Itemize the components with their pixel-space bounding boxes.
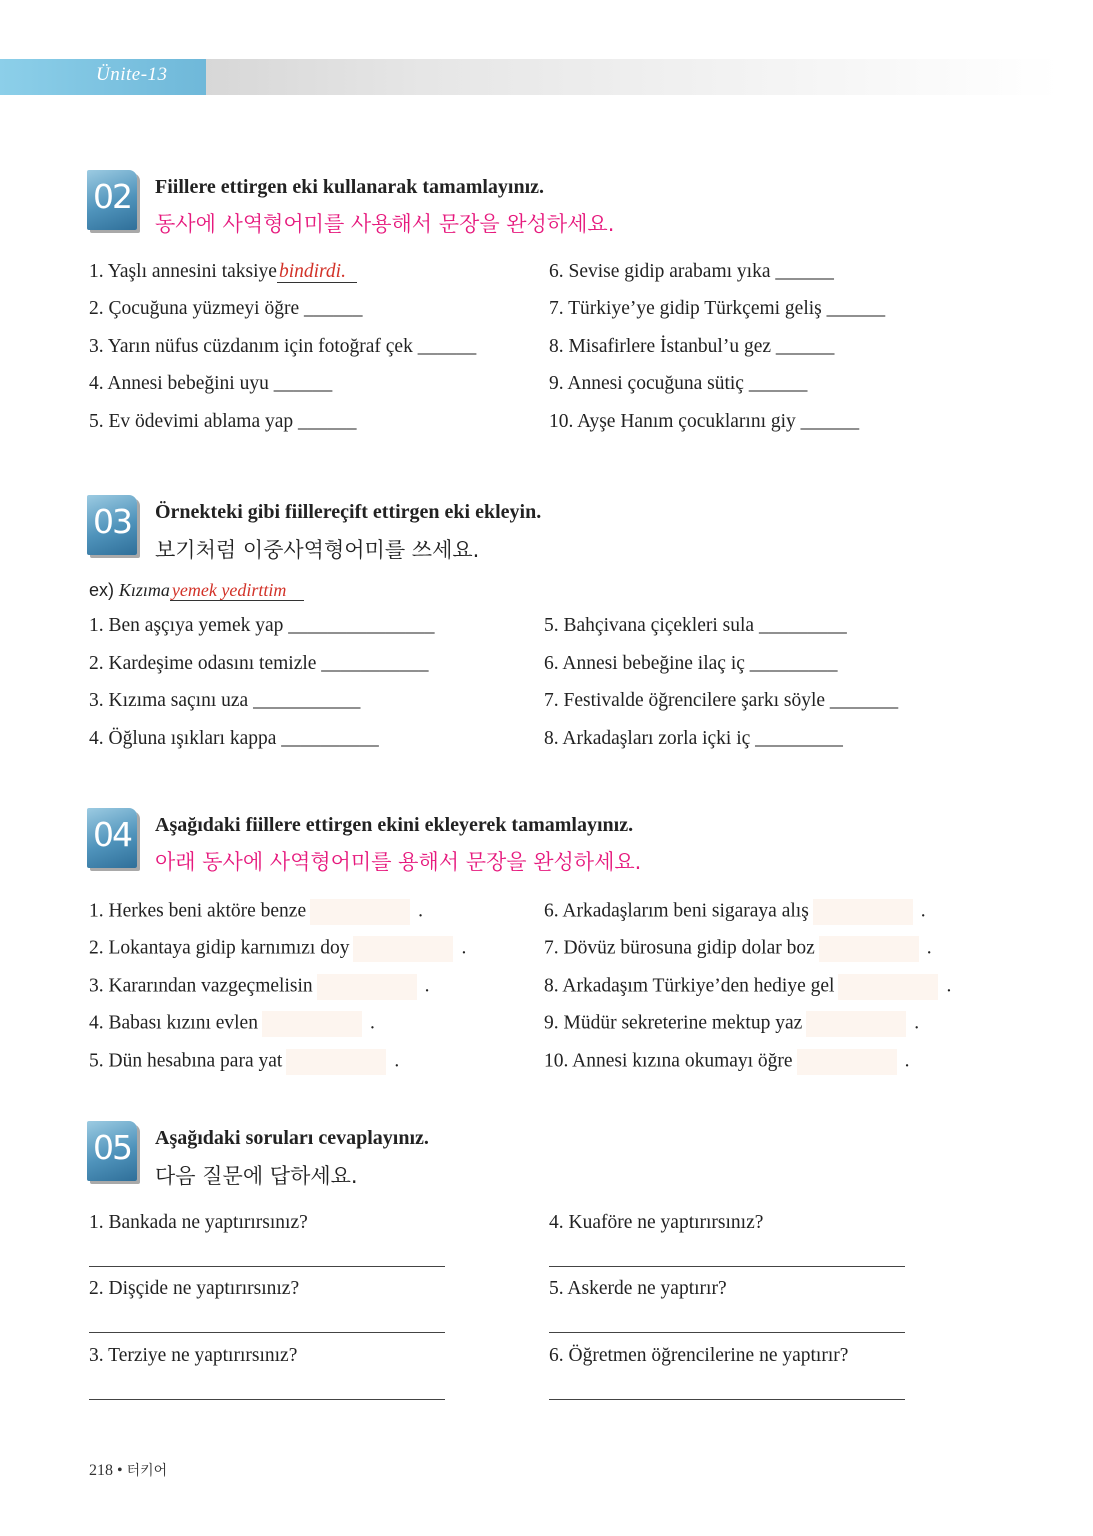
- section-02-badge: 02: [87, 170, 139, 234]
- s03-item-1: 1. Ben aşçıya yemek yap _______________: [89, 615, 435, 636]
- section-03-title-tr: Örnekteki gibi fiillereçift ettirgen eki ekleyin.: [155, 501, 542, 523]
- s04-item-7: 7. Dövüz bürosuna gidip dolar boz .: [544, 936, 932, 962]
- s02-item-5: 5. Ev ödevimi ablama yap ______: [89, 411, 357, 432]
- s02-item-1: 1. Yaşlı annesini taksiye bindirdi.: [89, 261, 357, 283]
- s05-answer-line-4[interactable]: [549, 1266, 905, 1267]
- s04-item-9: 9. Müdür sekreterine mektup yaz .: [544, 1011, 919, 1037]
- s03-item-3: 3. Kızıma saçını uza ___________: [89, 690, 361, 711]
- s02-item-7: 7. Türkiye’ye gidip Türkçemi geliş ______: [549, 298, 886, 319]
- s03-example: [89, 580, 304, 602]
- s05-question-3: 3. Terziye ne yaptırırsınız?: [89, 1345, 298, 1366]
- s03-item-8: 8. Arkadaşları zorla içki iç _________: [544, 728, 843, 749]
- page-number: 218: [89, 1462, 113, 1479]
- s05-question-2: 2. Dişçide ne yaptırırsınız?: [89, 1278, 300, 1299]
- s02-item-1-answer: bindirdi.: [277, 262, 357, 283]
- s05-answer-line-3[interactable]: [89, 1399, 445, 1400]
- s03-example-answer: yemek yedirttim: [170, 580, 304, 601]
- s04-item-3-blank[interactable]: [317, 974, 417, 1000]
- s02-item-10: 10. Ayşe Hanım çocuklarını giy ______: [549, 411, 860, 432]
- s04-item-8: 8. Arkadaşım Türkiye’den hediye gel .: [544, 974, 951, 1000]
- s04-item-1-blank[interactable]: [310, 899, 410, 925]
- section-02-title-tr: Fiillere ettirgen eki kullanarak tamamlayınız.: [155, 176, 545, 198]
- s03-example-label: ex): [89, 580, 115, 600]
- s02-item-8: 8. Misafirlere İstanbul’u gez ______: [549, 336, 835, 357]
- s04-item-1: 1. Herkes beni aktöre benze .: [89, 899, 423, 925]
- s05-question-6: 6. Öğretmen öğrencilerine ne yaptırır?: [549, 1345, 849, 1366]
- unit-label: Ünite-13: [96, 64, 168, 85]
- s03-item-6: 6. Annesi bebeğine ilaç iç _________: [544, 653, 838, 674]
- s04-item-8-blank[interactable]: [838, 974, 938, 1000]
- s04-item-5: 5. Dün hesabına para yat .: [89, 1049, 399, 1075]
- s03-item-7: 7. Festivalde öğrencilere şarkı söyle _______: [544, 690, 899, 711]
- s03-item-4: 4. Öğluna ışıkları kappa __________: [89, 728, 379, 749]
- s03-example-text: Kızıma: [118, 580, 170, 600]
- section-02-title-ko: 동사에 사역형어미를 사용해서 문장을 완성하세요.: [155, 212, 615, 236]
- s02-item-3: 3. Yarın nüfus cüzdanım için fotoğraf çek ______: [89, 336, 477, 357]
- s03-item-5: 5. Bahçivana çiçekleri sula _________: [544, 615, 847, 636]
- s04-item-10: 10. Annesi kızına okumayı öğre .: [544, 1049, 909, 1075]
- s05-question-4: 4. Kuaföre ne yaptırırsınız?: [549, 1212, 764, 1233]
- s05-question-1: 1. Bankada ne yaptırırsınız?: [89, 1212, 308, 1233]
- section-05-title-tr: Aşağıdaki soruları cevaplayınız.: [155, 1127, 429, 1149]
- book-name: 터키어: [126, 1463, 168, 1479]
- section-03-title-ko: 보기처럼 이중사역형어미를 쓰세요.: [155, 538, 480, 562]
- section-05-badge: 05: [87, 1121, 139, 1185]
- s04-item-2-blank[interactable]: [353, 936, 453, 962]
- s04-item-3: 3. Kararından vazgeçmelisin .: [89, 974, 430, 1000]
- s04-item-6: 6. Arkadaşlarım beni sigaraya alış .: [544, 899, 926, 925]
- s04-item-6-blank[interactable]: [813, 899, 913, 925]
- s05-answer-line-6[interactable]: [549, 1399, 905, 1400]
- s05-question-5: 5. Askerde ne yaptırır?: [549, 1278, 727, 1299]
- s02-item-9: 9. Annesi çocuğuna sütiç ______: [549, 373, 808, 394]
- section-04-badge: 04: [87, 808, 139, 872]
- s05-answer-line-5[interactable]: [549, 1332, 905, 1333]
- s04-item-7-blank[interactable]: [819, 936, 919, 962]
- section-05-title-ko: 다음 질문에 답하세요.: [155, 1164, 358, 1188]
- section-03-badge: 03: [87, 495, 139, 559]
- s02-item-6: 6. Sevise gidip arabamı yıka ______: [549, 261, 834, 282]
- s04-item-9-blank[interactable]: [806, 1011, 906, 1037]
- s03-item-2: 2. Kardeşime odasını temizle ___________: [89, 653, 429, 674]
- s04-item-10-blank[interactable]: [797, 1049, 897, 1075]
- s05-answer-line-1[interactable]: [89, 1266, 445, 1267]
- s04-item-5-blank[interactable]: [286, 1049, 386, 1075]
- s02-item-4: 4. Annesi bebeğini uyu ______: [89, 373, 333, 394]
- footer-separator: •: [117, 1462, 123, 1479]
- section-04-title-ko: 아래 동사에 사역형어미를 용해서 문장을 완성하세요.: [155, 850, 642, 874]
- page-footer: [89, 1460, 167, 1480]
- s05-answer-line-2[interactable]: [89, 1332, 445, 1333]
- s02-item-2: 2. Çocuğuna yüzmeyi öğre ______: [89, 298, 363, 319]
- s04-item-4: 4. Babası kızını evlen .: [89, 1011, 375, 1037]
- s04-item-4-blank[interactable]: [262, 1011, 362, 1037]
- section-04-title-tr: Aşağıdaki fiillere ettirgen ekini ekleyerek tamamlayınız.: [155, 814, 634, 836]
- s04-item-2: 2. Lokantaya gidip karnımızı doy .: [89, 936, 466, 962]
